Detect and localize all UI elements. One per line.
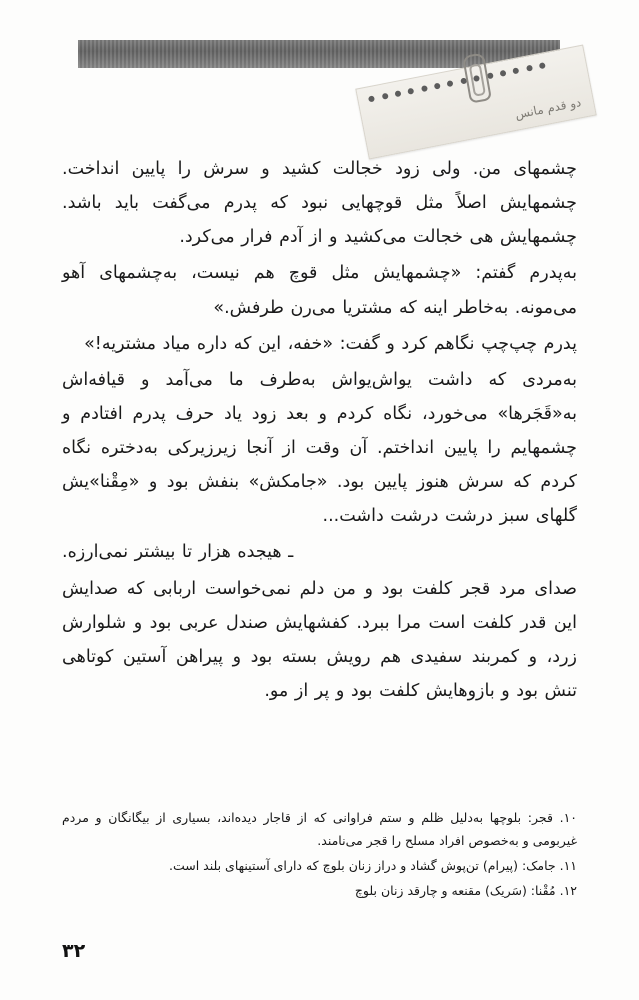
paragraph-dialogue: ـ هیجده هزار تا بیشتر نمی‌ارزه. [62, 542, 294, 563]
paragraph: چشمهای من. ولی زود خجالت کشید و سرش را پایین انداخت. چشمهایش اصلاً مثل قوچهایی نبود که پدرم می‌گفت باید باشد. چشمهایش هی خجالت می‌کشید و از آدم فرار می‌کرد. [62, 159, 577, 248]
paragraph: صدای مرد قجر کلفت بود و من دلم نمی‌خواست اربابی که صدایش این قدر کلفت است مرا ببرد. کفشهایش صندل عربی بود و شلوارش زرد، و کمربند سفیدی هم رویش بسته بود و پیراهن آستین کوتاهی تنش بود و بازوهایش کلفت بود و پر از مو. [62, 578, 577, 701]
paragraph: به‌مردی که داشت یواش‌یواش به‌طرف ما می‌آمد و قیافه‌اش به«قَجَرها» می‌خورد، نگاه کردم و بعد زود یاد حرف پدرم افتادم و چشمهایم را پایین انداختم. آن وقت از آنجا زیرزیرکی به‌دختره نگاه کردم که سرش هنوز پایین بود. «جامکش» بنفش بود و «مِقْنا»یش گلهای سبز درشت درشت داشت... [62, 369, 577, 527]
footnote-item: ۱۲. مُقْنا: (سَریک) مقنعه و چارقد زنان بلوچ [354, 883, 577, 899]
page-number: ۳۲ [62, 940, 86, 962]
film-strip-holes [368, 62, 547, 106]
header-decoration [0, 32, 639, 152]
page-body [62, 152, 577, 710]
paragraph: پدرم چپ‌چپ نگاهم کرد و گفت: «خفه، این که داره میاد مشتریه!» [84, 333, 577, 354]
strip-label: دو قدم مانس [513, 95, 583, 122]
paragraph: به‌پدرم گفتم: «چشمهایش مثل قوچ هم نیست، به‌چشمهای آهو می‌مونه. به‌خاطر اینه که مشتریا می‌رن طرفش.» [62, 263, 577, 318]
footnote-item: ۱۰. قجر: بلوچها به‌دلیل ظلم و ستم فراوانی که از قاجار دیده‌اند، بسیاری از بیگانگان و مردم غیربومی و به‌خصوص افراد مسلح را قجر می‌نامند. [62, 810, 577, 849]
footnotes-section [62, 800, 577, 905]
footnote-item: ۱۱. جامک: (پیرام) تن‌پوش گشاد و دراز زنان بلوچ که دارای آستینهای بلند است. [168, 858, 577, 874]
